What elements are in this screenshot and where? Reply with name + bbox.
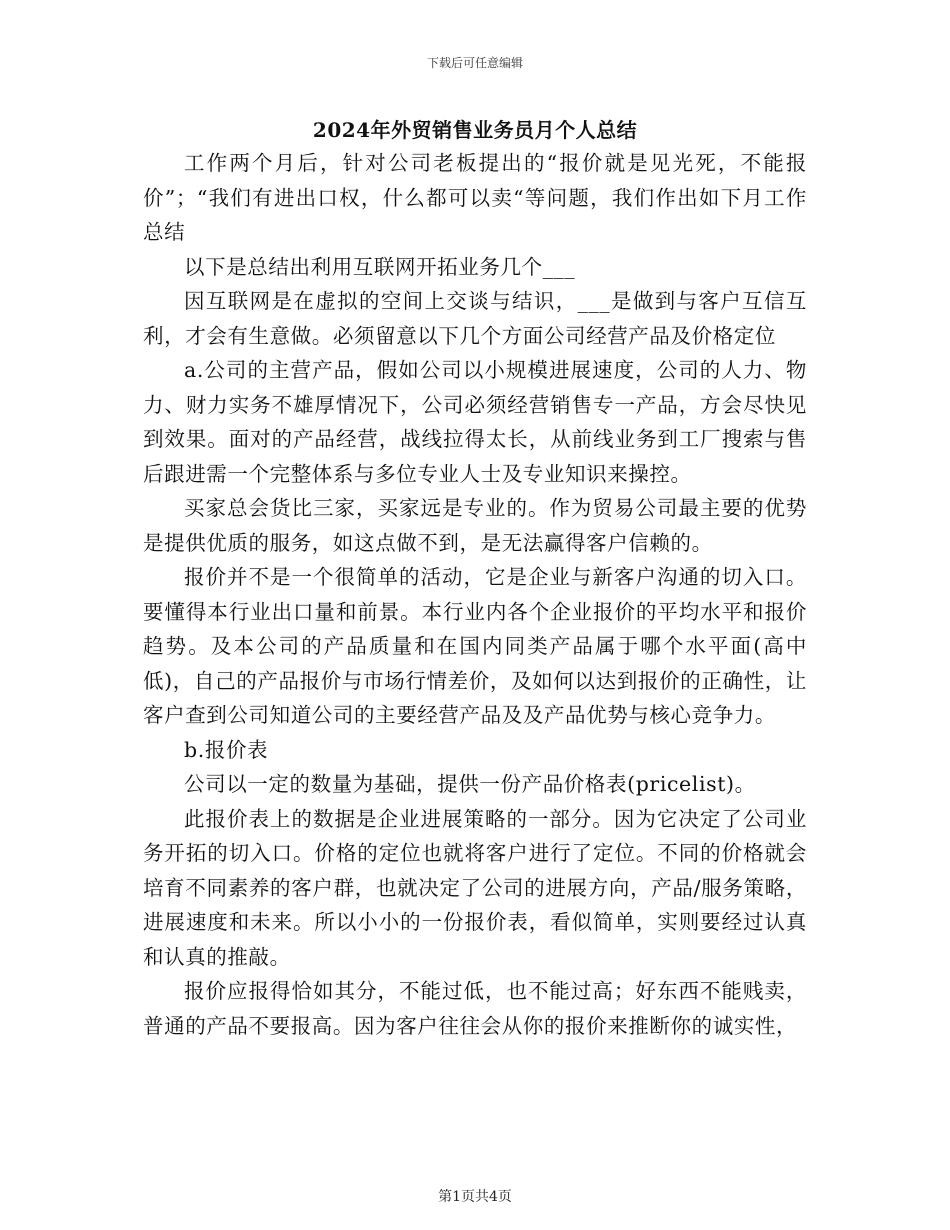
page-header-note: 下载后可任意编辑 <box>426 56 523 70</box>
document-body <box>143 146 807 1043</box>
paragraph-strategy: 此报价表上的数据是企业进展策略的一部分。因为它决定了公司业务开拓的切入口。价格的定位也就将客户进行了定位。不同的价格就会培育不同素养的客户群，也就决定了公司的进展方向，产品/服务策略，进展速度和未来。所以小小的一份报价表，看似简单，实则要经过认真和认真的推敲。 <box>143 806 807 969</box>
paragraph-quotation: 报价并不是一个很简单的活动，它是企业与新客户沟通的切入口。要懂得本行业出口量和前景。本行业内各个企业报价的平均水平和报价趋势。及本公司的产品质量和在国内同类产品属于哪个水平面(高中低)，自己的产品报价与市场行情差价，及如何以达到报价的正确性，让客户查到公司知道公司的主要经营产品及及产品优势与核心竞争力。 <box>143 565 807 727</box>
page-number: 第1页共4页 <box>438 1189 512 1205</box>
paragraph-summary-lead: 以下是总结出利用互联网开拓业务几个___ <box>184 254 576 279</box>
paragraph-intro: 工作两个月后，针对公司老板提出的“报价就是见光死，不能报价”；“我们有进出口权，什么都可以卖“等问题，我们作出如下月工作总结 <box>143 151 807 244</box>
document-title: 2024年外贸销售业务员月个人总结 <box>312 118 638 142</box>
paragraph-pricing-advice: 报价应报得恰如其分，不能过低，也不能过高；好东西不能贱卖，普通的产品不要报高。因为客户往往会从你的报价来推断你的诚实性， <box>143 979 807 1038</box>
paragraph-price-list-heading: b.报价表 <box>184 737 269 762</box>
paragraph-buyers: 买家总会货比三家，买家远是专业的。作为贸易公司最主要的优势是提供优质的服务，如这点做不到，是无法赢得客户信赖的。 <box>143 496 807 555</box>
paragraph-price-list: 公司以一定的数量为基础，提供一份产品价格表(pricelist)。 <box>184 772 756 796</box>
paragraph-internet-trust: 因互联网是在虚拟的空间上交谈与结识，___是做到与客户互信互利，才会有生意做。必须留意以下几个方面公司经营产品及价格定位 <box>143 289 807 348</box>
paragraph-main-products: a.公司的主营产品，假如公司以小规模进展速度，公司的人力、物力、财力实务不雄厚情况下，公司必须经营销售专一产品，方会尽快见到效果。面对的产品经营，战线拉得太长，从前线业务到工厂搜索与售后跟进需一个完整体系与多位专业人士及专业知识来操控。 <box>143 358 807 486</box>
